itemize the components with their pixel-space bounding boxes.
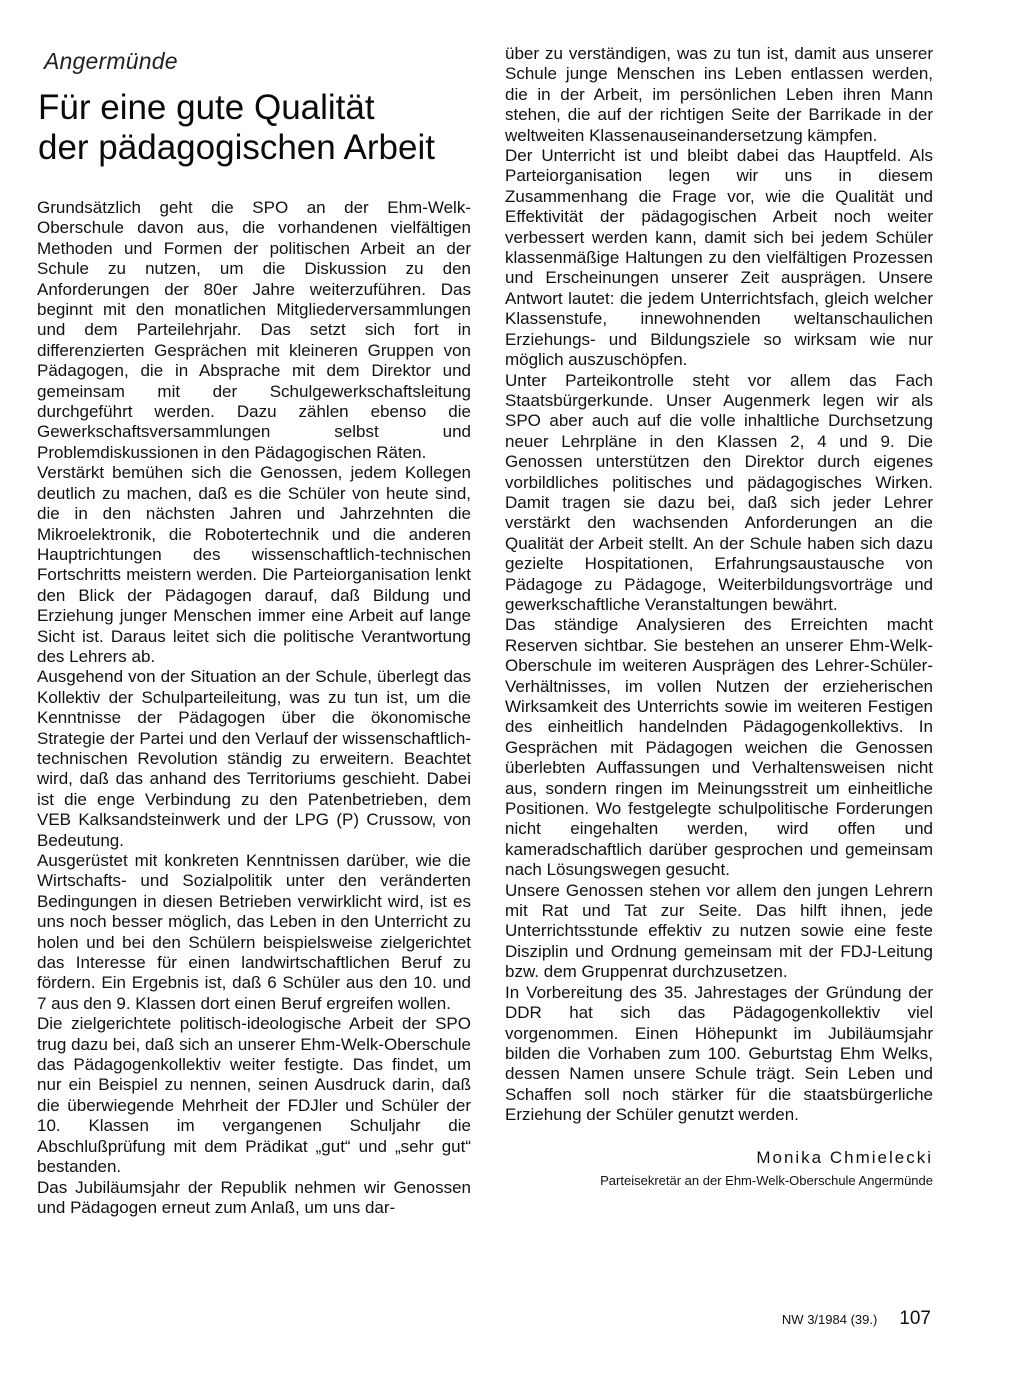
article-kicker: Angermünde — [44, 48, 178, 74]
page-number: 107 — [899, 1308, 931, 1329]
page-footer — [782, 1308, 931, 1330]
author-name: Monika Chmielecki — [756, 1147, 933, 1167]
paragraph: In Vorbereitung des 35. Jahrestages der Gründung der DDR hat sich das Pädagogenkollektiv viel vorgenommen. Einen Höhepunkt im Jubiläumsjahr bilden die Vorhaben zum 100. Geburtstag Ehm Welks, dessen Namen unsere Schule trägt. Sein Leben und Schaffen soll noch stärker für die staatsbürgerliche Erziehung der Schüler genutzt werden. — [505, 982, 933, 1125]
right-column — [505, 44, 933, 1190]
paragraph: Die zielgerichtete politisch-ideologische Arbeit der SPO trug dazu bei, daß sich an unserer Ehm-Welk-Oberschule das Pädagogenkollektiv weiter festigte. Das findet, um nur ein Beispiel zu nennen, seinen Ausdruck darin, daß die überwiegende Mehrheit der FDJler und Schüler der 10. Klassen im vergangenen Schuljahr die Abschlußprüfung mit dem Prädikat „gut“ und „sehr gut“ bestanden. — [37, 1014, 471, 1177]
paragraph: Grundsätzlich geht die SPO an der Ehm-Welk-Oberschule davon aus, die vorhandenen vielfältigen Methoden und Formen der politischen Arbeit an der Schule zu nutzen, um die Diskussion zu den Anforderungen der 80er Jahre weiterzuführen. Das beginnt mit den monatlichen Mitgliederversammlungen und dem Parteilehrjahr. Das setzt sich fort in differenzierten Gesprächen mit kleineren Gruppen von Pädagogen, die in Absprache mit dem Direktor und gemeinsam mit der Schulgewerkschaftsleitung durchgeführt werden. Dazu zählen ebenso die Gewerkschaftsversammlungen selbst und Problemdiskussionen in den Pädagogischen Räten. — [37, 198, 471, 462]
paragraph: Ausgerüstet mit konkreten Kenntnissen darüber, wie die Wirtschafts- und Sozialpolitik unter den veränderten Bedingungen in diesen Betrieben verwirklicht wird, ist es uns noch besser möglich, das Leben in den Unterricht zu holen und bei den Schülern beispielsweise zielgerichtet das Interesse für einen landwirtschaftlichen Beruf zu fördern. Ein Ergebnis ist, daß 6 Schüler aus den 10. und 7 aus den 9. Klassen dort einen Beruf ergreifen wollen. — [37, 851, 471, 1013]
paragraph: über zu verständigen, was zu tun ist, damit aus unserer Schule junge Menschen ins Leben entlassen werden, die in der Arbeit, im persönlichen Leben ihren Mann stehen, die auf der richtigen Seite der Barrikade in der weltweiten Klassenauseinandersetzung kämpfen. — [505, 44, 933, 145]
headline-line-1: Für eine gute Qualität — [38, 88, 375, 127]
paragraph: Das Jubiläumsjahr der Republik nehmen wir Genossen und Pädagogen erneut zum Anlaß, um uns dar- — [37, 1177, 471, 1217]
article-headline — [38, 88, 478, 168]
left-column — [37, 198, 471, 1218]
paragraph: Das ständige Analysieren des Erreichten macht Reserven sichtbar. Sie bestehen an unserer Ehm-Welk-Oberschule im weiteren Ausprägen des Lehrer-Schüler-Verhältnisses, im vollen Nutzen der erzieherischen Wirksamkeit des Unterrichts sowie im weiteren Festigen des einheitlich handelnden Pädagogenkollektivs. In Gesprächen mit Pädagogen weichen die Genossen überlebten Auffassungen und Verhaltensweisen nicht aus, sondern ringen im Meinungsstreit um einheitliche Positionen. Wo festgelegte schulpolitische Forderungen nicht eingehalten werden, wird offen und kameradschaftlich darüber gesprochen und gemeinsam nach Lösungswegen gesucht. — [505, 615, 933, 880]
paragraph: Ausgehend von der Situation an der Schule, überlegt das Kollektiv der Schulparteileitung, was zu tun ist, um die Kenntnisse der Pädagogen über die ökonomische Strategie der Partei und den Verlauf der wissenschaftlich-technischen Revolution ständig zu erweitern. Beachtet wird, daß das anhand des Territoriums geschieht. Dabei ist die enge Verbindung zu den Patenbetrieben, dem VEB Kalksandsteinwerk und der LPG (P) Crussow, von Bedeutung. — [37, 667, 471, 850]
paragraph: Verstärkt bemühen sich die Genossen, jedem Kollegen deutlich zu machen, daß es die Schüler von heute sind, die in den nächsten Jahren und Jahrzehnten die Mikroelektronik, die Robotertechnik und die anderen Hauptrichtungen des wissenschaftlich-technischen Fortschritts meistern werden. Die Parteiorganisation lenkt den Blick der Pädagogen darauf, daß Bildung und Erziehung junger Menschen immer eine Arbeit auf lange Sicht ist. Daraus leitet sich die politische Verantwortung des Lehrers ab. — [37, 463, 471, 666]
paragraph: Unsere Genossen stehen vor allem den jungen Lehrern mit Rat und Tat zur Seite. Das hilft ihnen, jede Unterrichtsstunde effektiv zu nutzen sowie eine feste Disziplin und Ordnung gemeinsam mit der FDJ-Leitung bzw. dem Gruppenrat durchzusetzen. — [505, 880, 933, 982]
paragraph: Der Unterricht ist und bleibt dabei das Hauptfeld. Als Parteiorganisation legen wir uns in diesem Zusammenhang die Frage vor, wie die Qualität und Effektivität der pädagogischen Arbeit noch weiter verbessert werden kann, damit sich bei jedem Schüler klassenmäßige Haltungen zu den vielfältigen Prozessen und Erscheinungen unserer Zeit ausprägen. Unsere Antwort lautet: die jedem Unterrichtsfach, gleich welcher Klassenstufe, innewohnenden weltanschaulichen Erziehungs- und Bildungsziele so wirksam wie nur möglich auszuschöpfen. — [505, 146, 933, 370]
headline-line-2: der pädagogischen Arbeit — [38, 128, 435, 167]
author-signature — [505, 1148, 933, 1190]
author-role: Parteisekretär an der Ehm-Welk-Oberschule Angermünde — [600, 1172, 933, 1188]
paragraph: Unter Parteikontrolle steht vor allem das Fach Staatsbürgerkunde. Unser Augenmerk legen wir als SPO aber auch auf die volle inhaltliche Durchsetzung neuer Lehrpläne in den Klassen 2, 4 und 9. Die Genossen unterstützen den Direktor durch eigenes vorbildliches politisches und pädagogisches Wirken. Damit tragen sie dazu bei, daß sich jeder Lehrer verstärkt den wachsenden Anforderungen an die Qualität der Arbeit stellt. An der Schule haben sich dazu gezielte Hospitationen, Erfahrungsaustausche von Pädagoge zu Pädagoge, Weiterbildungsvorträge und gewerkschaftliche Veranstaltungen bewährt. — [505, 370, 933, 614]
issue-label: NW 3/1984 (39.) — [781, 1312, 878, 1327]
